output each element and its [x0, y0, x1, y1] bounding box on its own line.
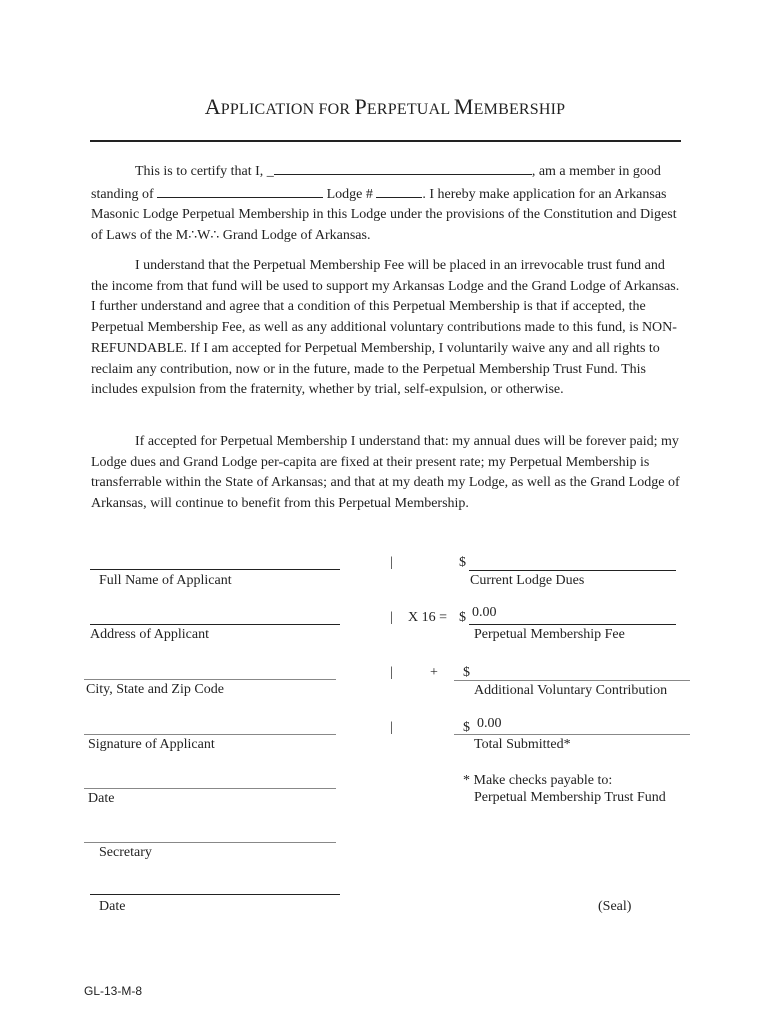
fee-line[interactable]	[469, 624, 676, 625]
fee-label: Perpetual Membership Fee	[474, 627, 625, 642]
address-line[interactable]	[90, 624, 340, 625]
title-rule	[90, 140, 681, 142]
additional-contribution-line[interactable]	[454, 680, 690, 681]
certification-paragraph: This is to certify that I, _ , am a member in good standing of Lodge # . I hereby make application for an Arkansas Masonic Lodge Perpetual Membership in this Lodge under the provisions of the Constitution and Digest of Laws of the M∴W∴ Grand Lodge of Arkansas.	[91, 160, 681, 247]
total-value: 0.00	[477, 716, 502, 731]
current-dues-line[interactable]	[469, 570, 676, 571]
dollar-sign: $	[463, 720, 470, 735]
form-code: GL-13-M-8	[84, 984, 143, 998]
secretary-line[interactable]	[84, 842, 336, 843]
lodge-name-blank[interactable]	[157, 183, 323, 198]
page-title: APPLICATION FOR PERPETUAL MEMBERSHIP	[204, 94, 566, 119]
full-name-label: Full Name of Applicant	[99, 573, 232, 588]
seal-label: (Seal)	[598, 899, 632, 914]
plus-sign: +	[430, 665, 438, 680]
full-name-line[interactable]	[90, 569, 340, 570]
city-state-zip-label: City, State and Zip Code	[86, 682, 224, 697]
total-label: Total Submitted*	[474, 737, 571, 752]
date-line[interactable]	[84, 788, 336, 789]
dollar-sign: $	[459, 610, 466, 625]
separator-bar: |	[390, 720, 393, 735]
separator-bar: |	[390, 610, 393, 625]
separator-bar: |	[390, 555, 393, 570]
payable-note-line1: * Make checks payable to:	[463, 773, 613, 788]
address-label: Address of Applicant	[90, 627, 209, 642]
fee-paragraph: I understand that the Perpetual Membership Fee will be placed in an irrevocable trust fund and the income from that fund will be used to support my Arkansas Lodge and the Grand Lodge of Arkansas. I further understand and agree that a condition of this Perpetual Membership is that if accepted, the Perpetual Membership Fee, as well as any additional voluntary contributions made to this fund, is NON-REFUNDABLE. If I am accepted for Perpetual Membership, I voluntarily waive any and all rights to reclaim any contribution, now or in the future, made to the Perpetual Membership Trust Fund. This includes expulsion from the fraternity, whether by trial, self-expulsion, or otherwise.	[91, 258, 680, 398]
dollar-sign: $	[459, 555, 466, 570]
city-state-zip-line[interactable]	[84, 679, 336, 680]
dollar-sign: $	[463, 665, 470, 680]
date2-line[interactable]	[90, 894, 340, 895]
secretary-label: Secretary	[99, 845, 152, 860]
accepted-paragraph: If accepted for Perpetual Membership I understand that: my annual dues will be forever paid; my Lodge dues and Grand Lodge per-capita are fixed at their present rate; my Perpetual Membership is transferrable within the State of Arkansas; and that at my death my Lodge, as well as the Grand Lodge of Arkansas, will continue to benefit from this Perpetual Membership.	[91, 434, 680, 512]
additional-contribution-label: Additional Voluntary Contribution	[474, 683, 668, 698]
lodge-number-blank[interactable]	[376, 183, 422, 198]
separator-bar: |	[390, 665, 393, 680]
payable-note-line2: Perpetual Membership Trust Fund	[474, 790, 666, 805]
date-label: Date	[88, 791, 115, 806]
applicant-name-blank[interactable]	[274, 160, 532, 175]
signature-line[interactable]	[84, 734, 336, 735]
current-dues-label: Current Lodge Dues	[470, 573, 585, 588]
date2-label: Date	[99, 899, 126, 914]
fee-value: 0.00	[472, 605, 497, 620]
signature-label: Signature of Applicant	[88, 737, 215, 752]
total-line[interactable]	[454, 734, 690, 735]
times-16-label: X 16 =	[408, 610, 448, 625]
